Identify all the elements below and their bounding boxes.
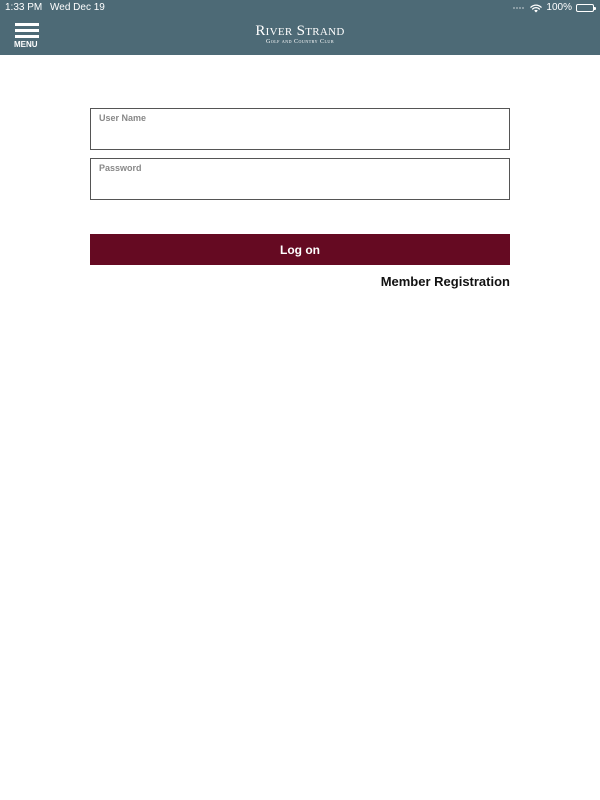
password-field[interactable]: [90, 158, 510, 200]
menu-label: MENU: [14, 40, 38, 49]
logo-subtitle: Golf and Country Club: [265, 39, 334, 45]
wifi-icon: [530, 4, 542, 13]
signal-dots-icon: [513, 7, 524, 9]
hamburger-icon: [15, 23, 39, 38]
username-label: User Name: [99, 113, 147, 123]
logo-title: River Strand: [255, 23, 345, 39]
status-date: Wed Dec 19: [50, 2, 105, 13]
password-input[interactable]: [98, 177, 498, 195]
status-time: 1:33 PM: [5, 2, 43, 13]
logon-button[interactable]: Log on: [90, 234, 510, 265]
battery-percent: 100%: [546, 2, 572, 13]
club-logo: [200, 24, 400, 46]
username-input[interactable]: [98, 127, 498, 145]
password-label: Password: [99, 163, 142, 173]
menu-button[interactable]: [14, 23, 42, 49]
battery-icon: [576, 4, 594, 12]
status-indicators: [513, 2, 594, 14]
username-field[interactable]: [90, 108, 510, 150]
member-registration-link[interactable]: Member Registration: [380, 274, 510, 289]
app-header: [0, 0, 600, 55]
